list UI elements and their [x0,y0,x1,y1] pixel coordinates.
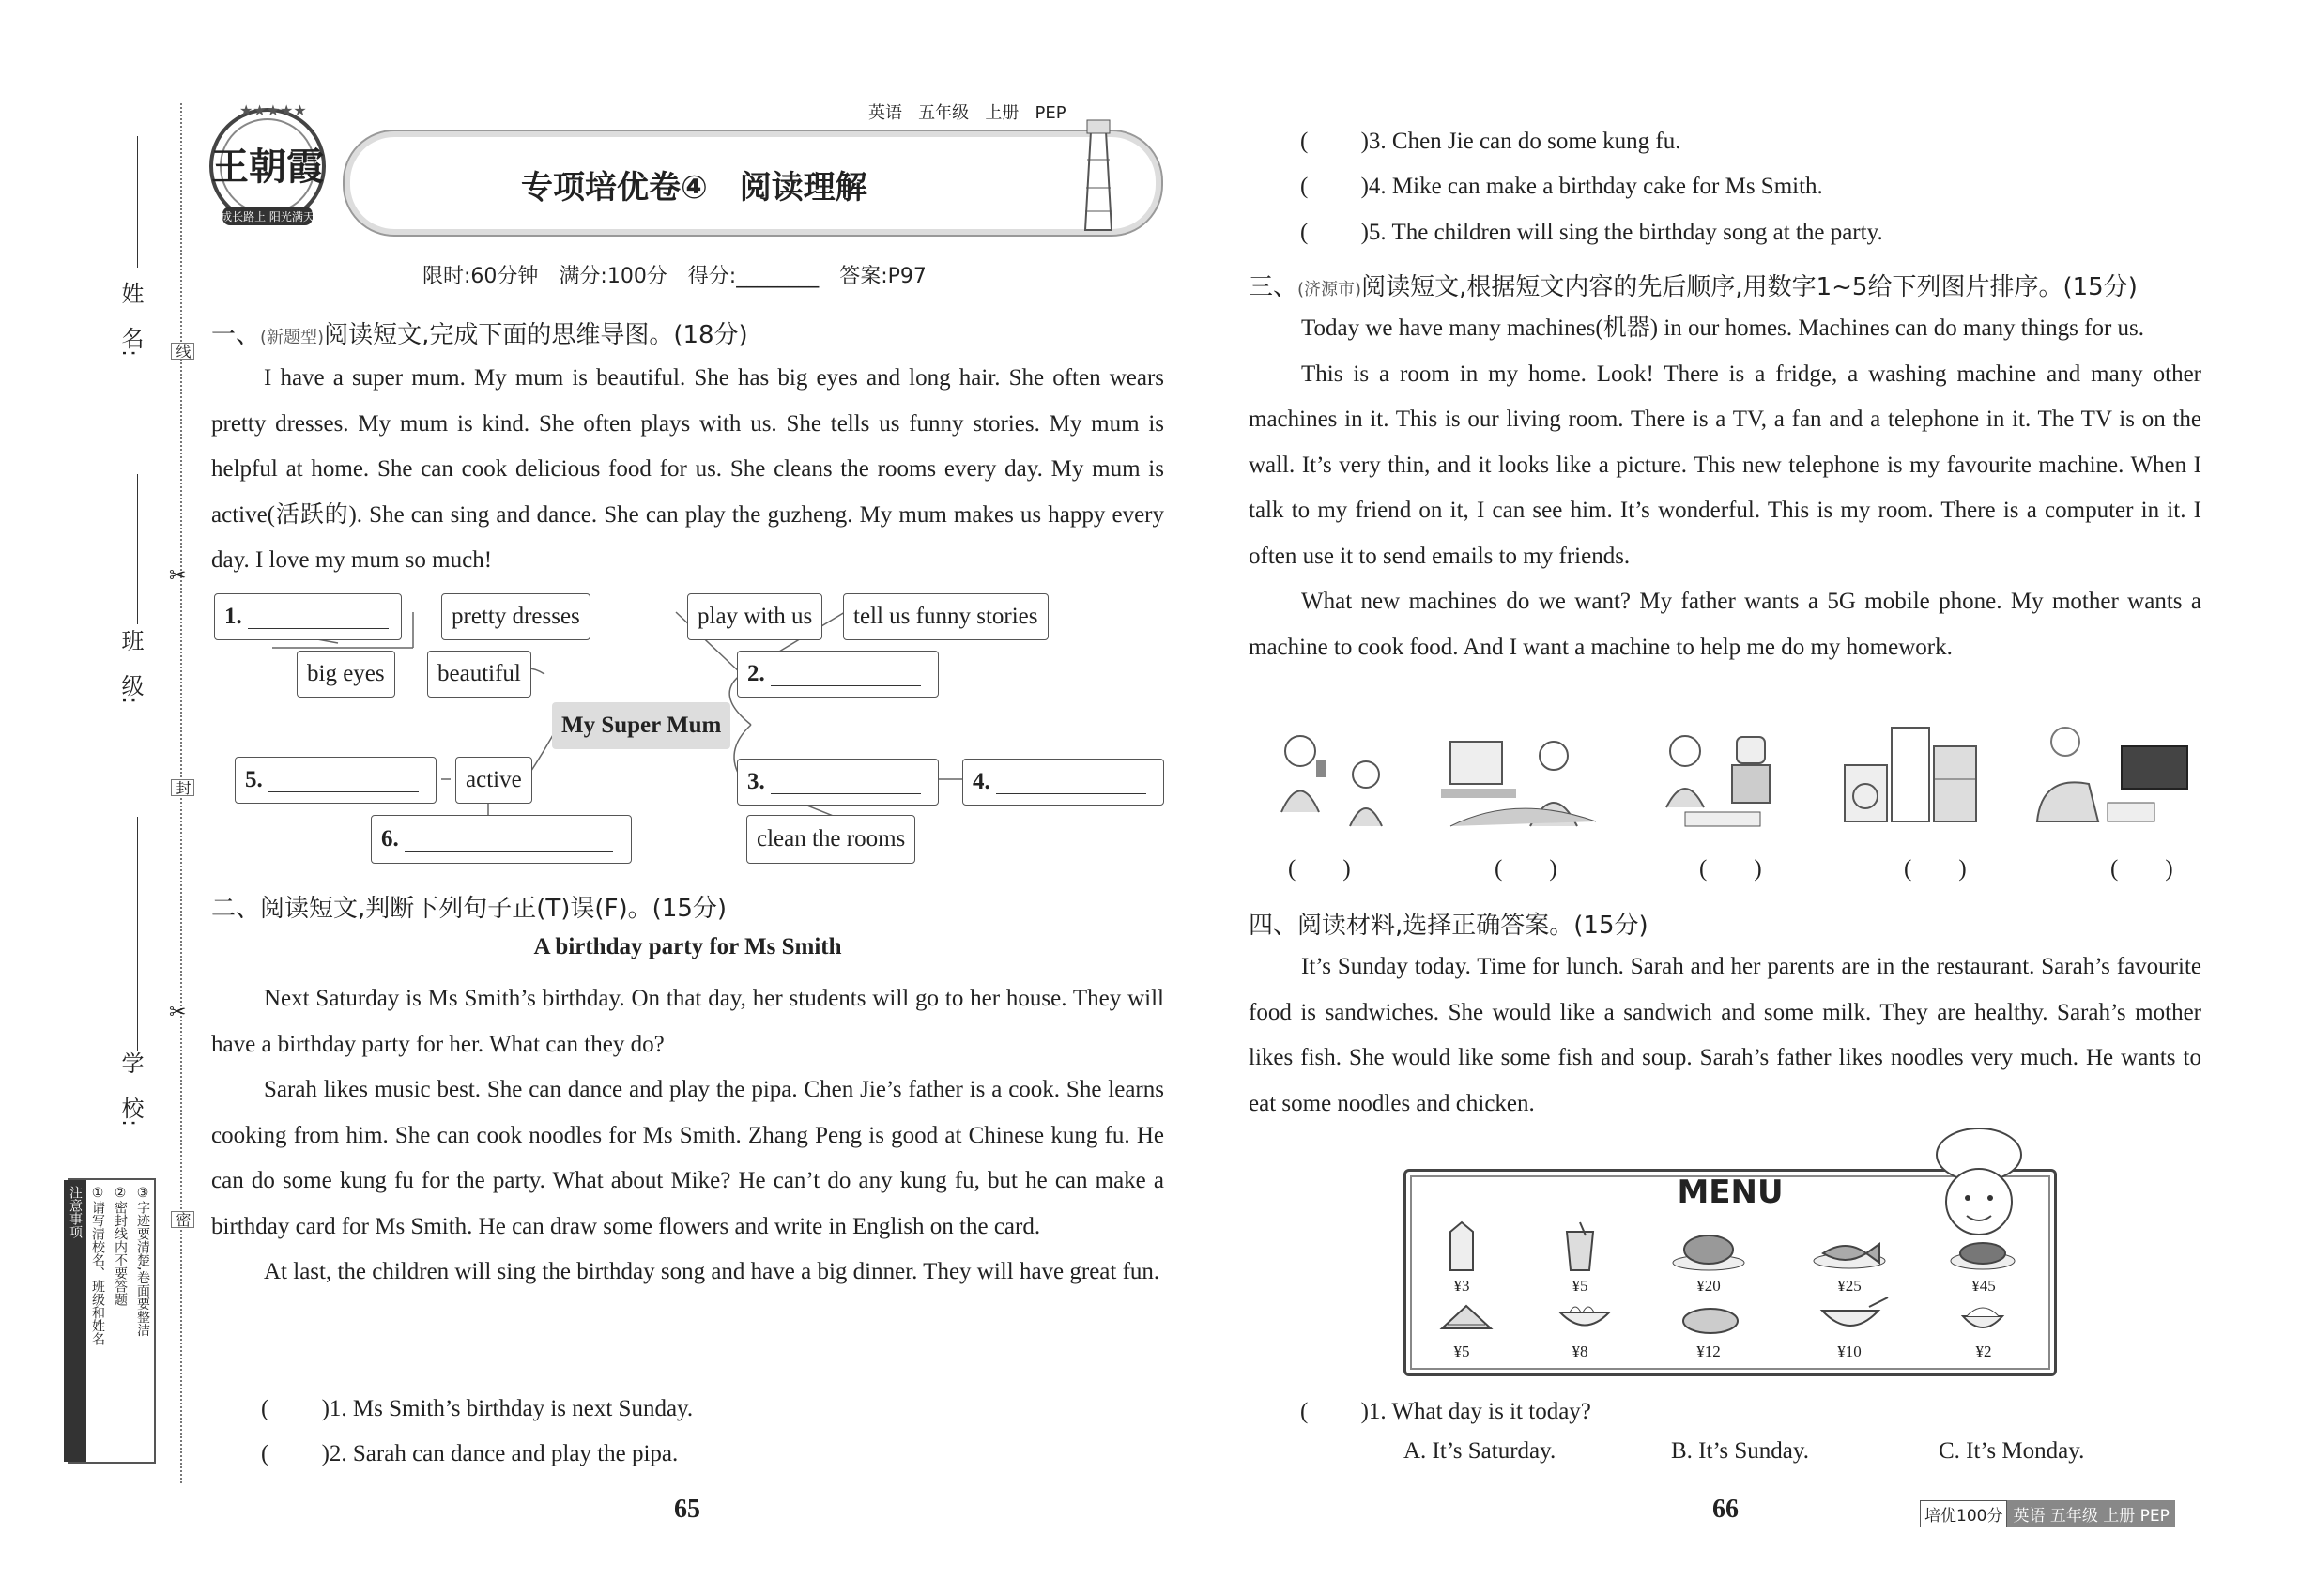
story-title: A birthday party for Ms Smith [533,934,842,959]
section1-heading: 一、(新题型)阅读短文,完成下面的思维导图。(18分) [211,321,748,349]
section1-paragraph: I have a super mum. My mum is beautiful. She has big eyes and long hair. She often wears pretty dresses. My mum is kind. She often plays with us. She tells us funny stories. My mum is helpful at home. She can cook delicious food for us. She cleans the rooms every day. My mum is active(活跃的). She can sing and dance. She can play the guzheng. My mum makes us happy every day. I love my mum so much! [211,365,1164,573]
cut-word: 封 [171,779,194,796]
milk-icon [1443,1220,1480,1272]
section4-heading: 四、阅读材料,选择正确答案。(15分) [1249,912,1648,940]
steak-icon [1948,1235,2018,1272]
menu-price: ¥2 [1975,1343,1992,1360]
page-number-left: 65 [674,1495,700,1524]
term: 上册 [985,103,1020,123]
name-label: 姓 名: [117,282,144,358]
page-title: 专项培优卷④ 阅读理解 [521,169,867,207]
scissor-icon: ✂ [169,563,187,587]
living-room-picture [2032,723,2201,831]
tf-question-3[interactable]: ( )3. Chen Jie can do some kung fu. [1300,129,1681,154]
mindmap-beautiful: beautiful [427,651,531,698]
soup-icon [1817,1296,1892,1338]
noodles-icon [1556,1296,1613,1338]
menu-price: ¥12 [1696,1343,1721,1360]
scissor-icon: ✂ [169,1000,187,1023]
menu-price: ¥45 [1971,1277,1996,1295]
sandwich-icon [1438,1300,1495,1338]
tf-question-5[interactable]: ( )5. The children will sing the birthday song at the party. [1300,220,1883,245]
mindmap-blank-4[interactable]: 4. [962,759,1164,806]
grade: 五年级 [918,103,970,123]
rice-dish-icon [1680,1300,1741,1338]
page-number-right: 66 [1712,1495,1739,1524]
picture-blank-1[interactable]: ( ) [1288,856,1351,882]
section3-paragraph: Today we have many machines(机器) in our homes. Machines can do many things for us. [1301,315,2145,341]
footer-badge-info: 英语 五年级 上册 PEP [2007,1500,2174,1527]
logo-slogan: 成长路上 阳光满天 [221,210,314,223]
choice-question-1[interactable]: ( )1. What day is it today? [1300,1399,1591,1424]
notes-item: ①请写清校名、班级和姓名 [90,1186,105,1345]
cut-word: 密 [171,1211,194,1228]
mindmap-center: My Super Mum [552,702,730,749]
menu-price: ¥3 [1453,1277,1470,1295]
section2-paragraph: Sarah likes music best. She can dance and play the pipa. Chen Jie’s father is a cook. She learns cooking from him. She can cook noodles for Ms Smith. Zhang Peng is good at Chinese kung fu. He can do some kung fu for the party. What about Mike? He can’t do any kung fu, but he can make a birthday card for Ms Smith. He can draw some flowers and write in English on the card. [211,1077,1164,1239]
mindmap-play-with-us: play with us [687,593,822,640]
mindmap-pretty-dresses: pretty dresses [441,593,590,640]
mindmap-blank-5[interactable]: 5. [235,757,437,804]
menu-price: ¥5 [1572,1277,1588,1295]
section3-paragraph: What new machines do we want? My father wants a 5G mobile phone. My mother wants a machine to cook food. And I want a machine to help me do my homework. [1249,589,2201,660]
menu-title: MENU [1677,1174,1784,1211]
notes-item: ③字迹要清楚,卷面要整洁 [135,1186,150,1337]
picture-blank-2[interactable]: ( ) [1495,856,1557,882]
mindmap-clean-rooms: clean the rooms [746,815,915,864]
option-a[interactable]: A. It’s Saturday. [1403,1438,1556,1464]
mindmap-blank-3[interactable]: 3. [737,759,939,806]
section3-heading: 三、(济源市)阅读短文,根据短文内容的先后顺序,用数字1~5给下列图片排序。(15分) [1249,273,2138,301]
menu-price: ¥10 [1837,1343,1862,1360]
footer-badge-brand: 培优100分 [1920,1500,2007,1527]
tf-question-2[interactable]: ( )2. Sarah can dance and play the pipa. [261,1441,679,1466]
section4-paragraph: It’s Sunday today. Time for lunch. Sarah and her parents are in the restaurant. Sarah’s favourite food is sandwiches. She would like a sandwich and some milk. They are healthy. Sarah’s mother likes fish. She would like some fish and soup. Sarah’s father likes noodles very much. He wants to eat some noodles and chicken. [1249,954,2201,1116]
picture-blank-4[interactable]: ( ) [1904,856,1967,882]
section2-text [211,976,1164,1296]
edition: PEP [1035,103,1066,123]
computer-room-picture [1441,723,1601,831]
svg-text:★★★★★: ★★★★★ [239,103,307,119]
mindmap-blank-1[interactable]: 1. [214,593,402,640]
notes-title: 注意事项 [64,1180,86,1462]
chicken-icon [1671,1225,1746,1272]
rice-bowl-icon [1957,1296,2009,1338]
mindmap-tell-stories: tell us funny stories [843,593,1049,640]
menu-price: ¥8 [1572,1343,1588,1360]
class-label: 班 级: [117,629,144,705]
cut-word: 线 [171,343,194,360]
menu-price: ¥20 [1696,1277,1721,1295]
footer-badge [1920,1500,2175,1527]
tf-question-1[interactable]: ( )1. Ms Smith’s birthday is next Sunday. [261,1396,694,1421]
subject: 英语 [868,103,902,123]
fish-icon [1812,1235,1887,1272]
tf-question-4[interactable]: ( )4. Mike can make a birthday cake for Ms Smith. [1300,174,1823,199]
section3-paragraph: This is a room in my home. Look! There is a fridge, a washing machine and many other machines in it. This is our living room. There is a TV, a fan and a telephone in it. The TV is on the wall. It’s very thin, and it looks like a picture. This new telephone is my favourite machine. When I talk to my friend on it, I can see him. It’s wonderful. This is my room. There is a computer in it. I often use it to send emails to my friends. [1249,361,2201,569]
section2-paragraph: At last, the children will sing the birthday song and have a big dinner. They will have great fun. [264,1259,1160,1284]
option-c[interactable]: C. It’s Monday. [1939,1438,2085,1464]
juice-icon [1561,1220,1599,1272]
mindmap-big-eyes: big eyes [297,651,395,698]
section2-heading: 二、阅读短文,判断下列句子正(T)误(F)。(15分) [211,895,728,923]
school-label: 学 校: [117,1051,144,1128]
family-phone-picture [1258,723,1408,831]
section3-text [1249,306,2201,670]
menu-price: ¥5 [1453,1343,1470,1360]
logo-text: 王朝霞 [211,145,324,189]
section4-text [1249,944,2201,1127]
picture-blank-3[interactable]: ( ) [1699,856,1762,882]
notes-item: ②密封线内不要答题 [113,1186,128,1306]
mindmap-blank-2[interactable]: 2. [737,651,939,698]
menu-price: ¥25 [1837,1277,1862,1295]
mindmap-blank-6[interactable]: 6. [371,815,632,864]
picture-blank-5[interactable]: ( ) [2110,856,2173,882]
homework-robot-picture [1648,723,1788,831]
mindmap-active: active [455,757,532,804]
option-b[interactable]: B. It’s Sunday. [1671,1438,1809,1464]
notes-box [68,1178,156,1464]
section2-paragraph: Next Saturday is Ms Smith’s birthday. On that day, her students will go to her house. They will have a birthday party for her. What can they do? [211,986,1164,1057]
score-line: 限时:60分钟 满分:100分 得分:________ 答案:P97 [422,265,927,288]
kitchen-machines-picture [1840,723,1990,831]
